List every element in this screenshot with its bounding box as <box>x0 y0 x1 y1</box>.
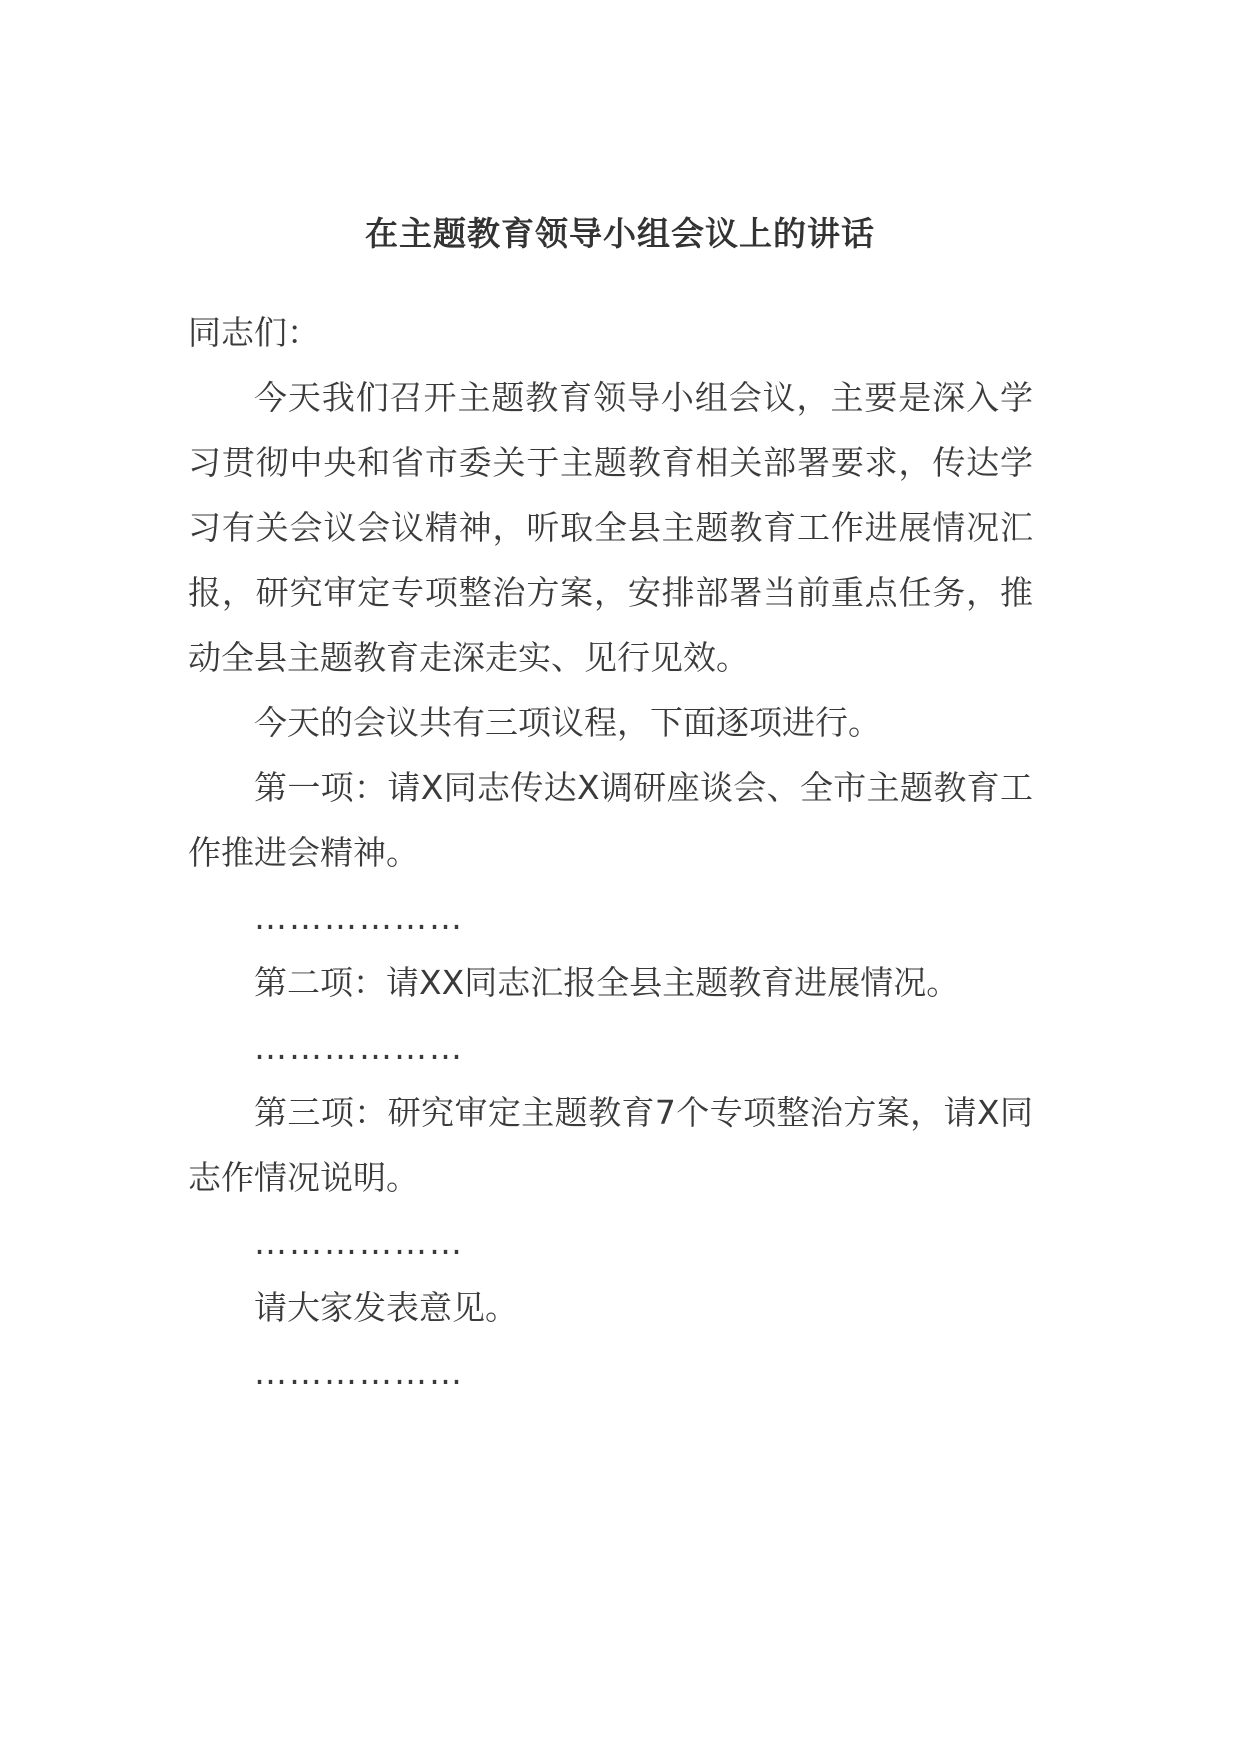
ellipsis-line: ……………… <box>254 898 464 937</box>
ellipsis-line: ……………… <box>254 1223 464 1262</box>
document-title: 在主题教育领导小组会议上的讲话 <box>365 214 875 253</box>
agenda-item-2: 第二项：请XX同志汇报全县主题教育进展情况。 <box>254 963 960 1002</box>
salutation: 同志们： <box>188 313 320 352</box>
ellipsis-line: ……………… <box>254 1353 464 1392</box>
closing-request: 请大家发表意见。 <box>254 1288 518 1327</box>
paragraph-agenda-intro: 今天的会议共有三项议程，下面逐项进行。 <box>254 703 881 742</box>
agenda-item-1: 第一项：请X同志传达X调研座谈会、全市主题教育工作推进会精神。 <box>188 768 1033 872</box>
ellipsis-line: ……………… <box>254 1028 464 1067</box>
document-body <box>188 300 1033 1405</box>
paragraph-opening: 今天我们召开主题教育领导小组会议，主要是深入学习贯彻中央和省市委关于主题教育相关部署要求，传达学习有关会议会议精神，听取全县主题教育工作进展情况汇报，研究审定专项整治方案，安排部署当前重点任务，推动全县主题教育走深走实、见行见效。 <box>188 378 1033 677</box>
agenda-item-3: 第三项：研究审定主题教育7个专项整治方案，请X同志作情况说明。 <box>188 1093 1033 1197</box>
